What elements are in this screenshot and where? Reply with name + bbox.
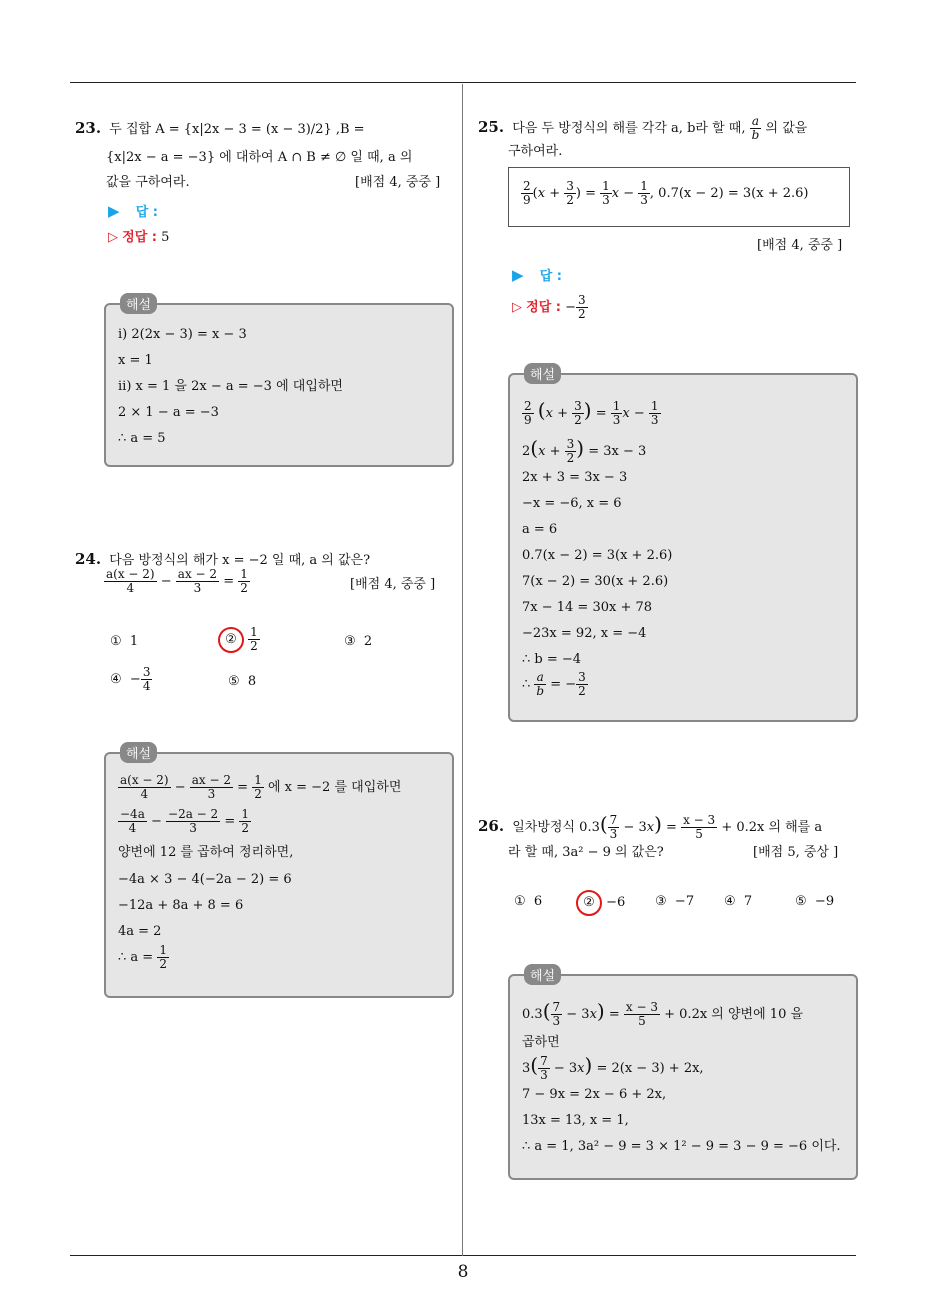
points-label: [배점 4, 중중 ] xyxy=(757,238,843,253)
solution-line: $\frac{2}{9}$ (x + $\frac{3}{2}$ ) = $\frac{1}{3}$ x − $\frac{1}{3}$ xyxy=(524,398,659,427)
solution-line: 2(x + $\frac{3}{2}$ ) = 3x − 3 xyxy=(522,436,647,465)
solution-line: 13x = 13, x = 1, xyxy=(522,1113,629,1128)
equation: $\frac{a(x - 2)}{4}$ − $\frac{ax - 2}{3}$ = $\frac{1}{2}$ xyxy=(106,567,248,595)
solution-line: ∴ b = −4 xyxy=(522,652,582,667)
choice-5[interactable]: ⑤ 8 xyxy=(228,674,257,689)
solution-line: 7x − 14 = 30x + 78 xyxy=(522,600,653,615)
solution-line: $\frac{-4a}{4}$ − $\frac{-2a - 2}{3}$ = $\frac{1}{2}$ xyxy=(120,807,249,835)
solution-line: 0.7(x − 2) = 3(x + 2.6) xyxy=(522,548,673,563)
answer-label: 답 : xyxy=(539,269,562,284)
question-text-line1: 다음 두 방정식의 해를 각각 a, b라 할 때, xyxy=(512,121,746,136)
top-rule xyxy=(70,82,856,83)
choice-2[interactable]: ② $\frac{1}{2}$ xyxy=(224,626,260,653)
selected-circle-icon: ② xyxy=(218,627,244,653)
solution-line: 양변에 12 를 곱하여 정리하면, xyxy=(118,845,294,860)
solution-line: ∴ a = $\frac{1}{2}$ xyxy=(118,943,167,971)
solution-line: a = 6 xyxy=(522,522,558,537)
solution-tag: 해설 xyxy=(524,363,561,384)
correct-value: 5 xyxy=(161,230,170,245)
solution-line: ⅰ) 2(2x − 3) = x − 3 xyxy=(118,327,247,342)
solution-line: −4a × 3 − 4(−2a − 2) = 6 xyxy=(118,872,292,887)
fraction: $\frac{1}{2}$ xyxy=(240,567,248,595)
points-label: [배점 4, 중중 ] xyxy=(350,577,436,592)
correct-answer-row: ▷ 정답 : − $\frac{3}{2}$ xyxy=(512,293,586,321)
answer-row[interactable] xyxy=(512,265,562,287)
page-number: 8 xyxy=(457,1262,469,1282)
solution-box xyxy=(104,747,454,998)
question-number: 24. xyxy=(75,550,102,568)
points-label: [배점 4, 중중 ] xyxy=(355,175,441,190)
fraction: $\frac{a(x - 2)}{4}$ xyxy=(106,567,155,595)
equation-box: $\frac{2}{9}$ (x + $\frac{3}{2}$ ) = $\frac{1}{3}$ x − $\frac{1}{3}$ , 0.7(x − 2) = 3(x + 2.6) xyxy=(508,167,850,227)
question-text-line1: 다음 방정식의 해가 x = −2 일 때, a 의 값은? xyxy=(109,553,371,568)
solution-line: ∴ a = 1, 3a² − 9 = 3 × 1² − 9 = 3 − 9 = −6 이다. xyxy=(522,1139,841,1154)
question-number: 26. xyxy=(478,817,505,835)
solution-line: 2 × 1 − a = −3 xyxy=(118,405,219,420)
correct-label: 정답 : xyxy=(122,230,157,245)
choice-1[interactable]: ① 1 xyxy=(110,634,139,649)
question-text-line3: 값을 구하여라. xyxy=(106,175,190,190)
bottom-rule xyxy=(70,1255,856,1256)
column-divider xyxy=(462,84,463,1256)
solution-tag: 해설 xyxy=(524,964,561,985)
question-text-line2: 라 할 때, 3a² − 9 의 값은? xyxy=(508,845,664,860)
solution-line: 0.3( $\frac{7}{3}$ − 3x) = $\frac{x - 3}{5}$ + 0.2x 의 양변에 10 을 xyxy=(522,999,804,1028)
choice-5[interactable]: ⑤ −9 xyxy=(795,894,835,909)
solution-line: −x = −6, x = 6 xyxy=(522,496,622,511)
correct-label: 정답 : xyxy=(526,300,561,315)
play-arrow-icon: ▶ xyxy=(512,266,524,284)
solution-line: 2x + 3 = 3x − 3 xyxy=(522,470,628,485)
solution-line: x = 1 xyxy=(118,353,153,368)
solution-line: 7 − 9x = 2x − 6 + 2x, xyxy=(522,1087,667,1102)
solution-box xyxy=(508,969,858,1180)
question-text-line1: 두 집합 A = {x|2x − 3 = (x − 3)/2} ,B = xyxy=(109,122,365,137)
solution-line: ∴ a = 5 xyxy=(118,431,166,446)
choice-2[interactable]: ② −6 xyxy=(582,890,625,916)
solution-line: ∴ $\frac{a}{b}$ = − $\frac{3}{2}$ xyxy=(522,670,586,698)
correct-answer-row xyxy=(108,228,169,248)
solution-line: ⅱ) x = 1 을 2x − a = −3 에 대입하면 xyxy=(118,379,343,394)
box-equation-2: 0.7(x − 2) = 3(x + 2.6) xyxy=(658,186,809,201)
choice-3[interactable]: ③ 2 xyxy=(344,634,373,649)
question-text-line2: {x|2x − a = −3} 에 대하여 A ∩ B ≠ ∅ 일 때, a 의 xyxy=(106,150,413,165)
solution-box xyxy=(508,368,858,722)
selected-circle-icon: ② xyxy=(576,890,602,916)
solution-line: $\frac{a(x - 2)}{4}$ − $\frac{ax - 2}{3}$ = $\frac{1}{2}$ 에 x = −2 를 대입하면 xyxy=(120,773,402,801)
fraction: $\frac{ax - 2}{3}$ xyxy=(177,567,218,595)
solution-line: 곱하면 xyxy=(522,1035,560,1050)
choice-3[interactable]: ③ −7 xyxy=(655,894,695,909)
solution-tag: 해설 xyxy=(120,742,157,763)
outline-arrow-icon: ▷ xyxy=(512,300,522,315)
outline-arrow-icon: ▷ xyxy=(108,230,118,245)
solution-line: −23x = 92, x = −4 xyxy=(522,626,647,641)
answer-label: 답 : xyxy=(135,205,158,220)
answer-row[interactable] xyxy=(108,201,158,223)
question-number: 25. xyxy=(478,118,505,136)
solution-line: 4a = 2 xyxy=(118,924,162,939)
solution-line: −12a + 8a + 8 = 6 xyxy=(118,898,244,913)
question-number: 23. xyxy=(75,119,102,137)
points-label: [배점 5, 중상 ] xyxy=(753,845,839,860)
play-arrow-icon: ▶ xyxy=(108,202,120,220)
choice-4[interactable]: ④ − $\frac{3}{4}$ xyxy=(110,665,151,693)
solution-line: 7(x − 2) = 30(x + 2.6) xyxy=(522,574,669,589)
solution-line: 3( $\frac{7}{3}$ − 3x) = 2(x − 3) + 2x, xyxy=(522,1053,704,1082)
choice-1[interactable]: ① 6 xyxy=(514,894,543,909)
question-text-line2: 구하여라. xyxy=(508,144,563,159)
solution-box xyxy=(104,298,454,467)
solution-tag: 해설 xyxy=(120,293,157,314)
choice-4[interactable]: ④ 7 xyxy=(724,894,753,909)
